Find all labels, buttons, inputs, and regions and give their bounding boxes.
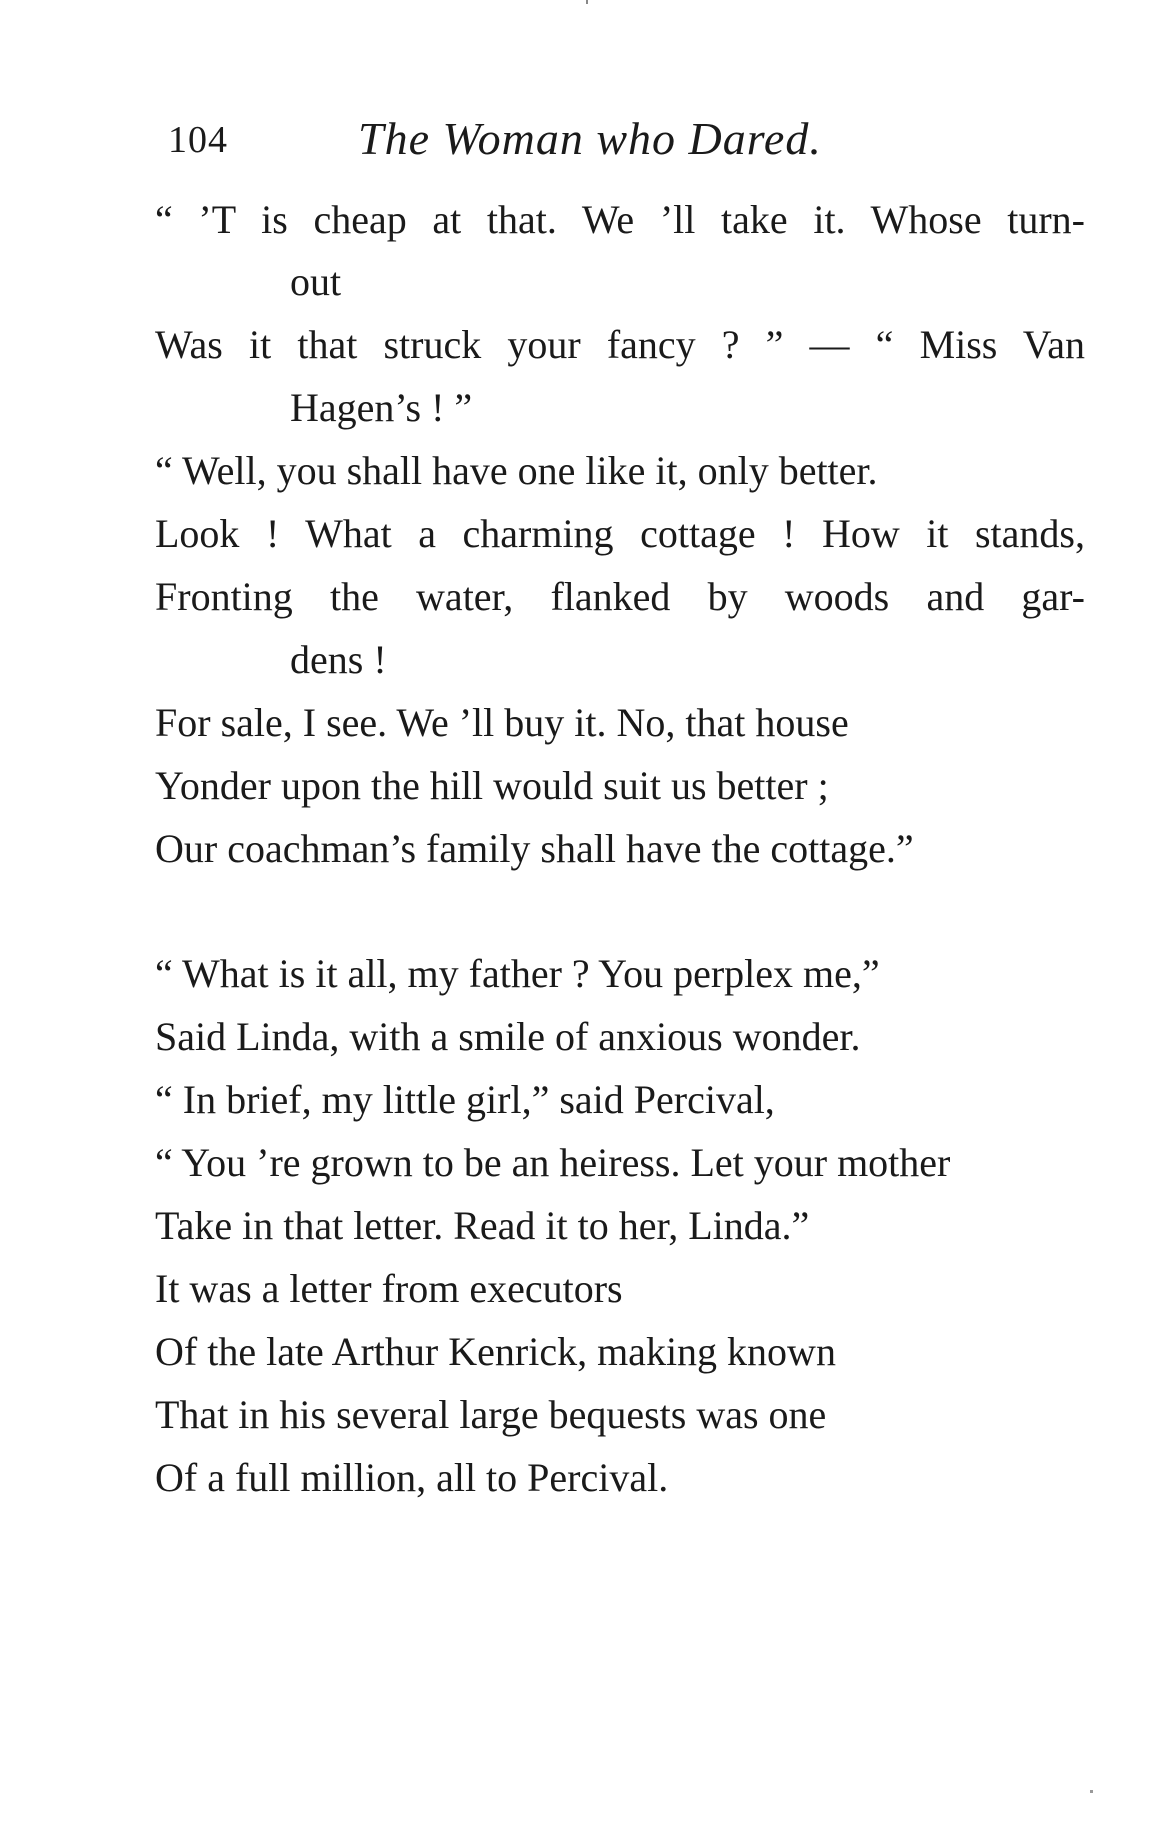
verse-line: That in his several large bequests was one (155, 1392, 827, 1437)
scan-speck (586, 0, 588, 4)
verse-line: Yonder upon the hill would suit us better ; (155, 763, 829, 808)
verse-line: Of a full million, all to Percival. (155, 1455, 669, 1500)
verse-line: Was it that struck your fancy ? ” — “ Miss Van (155, 322, 1085, 367)
verse-line: “ ’T is cheap at that. We ’ll take it. Whose turn- (155, 197, 1085, 242)
verse-line: Fronting the water, flanked by woods and gar- (155, 574, 1085, 619)
verse-line: Said Linda, with a smile of anxious wonder. (155, 1014, 861, 1059)
verse-line: For sale, I see. We ’ll buy it. No, that house (155, 700, 849, 745)
verse-line: Look ! What a charming cottage ! How it stands, (155, 511, 1085, 556)
verse-line: “ Well, you shall have one like it, only better. (155, 448, 878, 493)
verse-line: dens ! (290, 637, 387, 682)
verse-line: “ You ’re grown to be an heiress. Let your mother (155, 1140, 951, 1185)
running-title: The Woman who Dared. (358, 113, 822, 164)
scan-speck (1090, 1790, 1093, 1793)
verse-line: “ In brief, my little girl,” said Percival, (155, 1077, 775, 1122)
page-header (168, 113, 988, 178)
verse-line: Hagen’s ! ” (290, 385, 473, 430)
verse-line: It was a letter from executors (155, 1266, 623, 1311)
verse-line: Our coachman’s family shall have the cottage.” (155, 826, 914, 871)
page-number: 104 (168, 119, 228, 161)
verse-line: Take in that letter. Read it to her, Linda.” (155, 1203, 810, 1248)
verse-line: Of the late Arthur Kenrick, making known (155, 1329, 836, 1374)
verse-line: out (290, 259, 342, 304)
verse-line: “ What is it all, my father ? You perplex me,” (155, 951, 880, 996)
